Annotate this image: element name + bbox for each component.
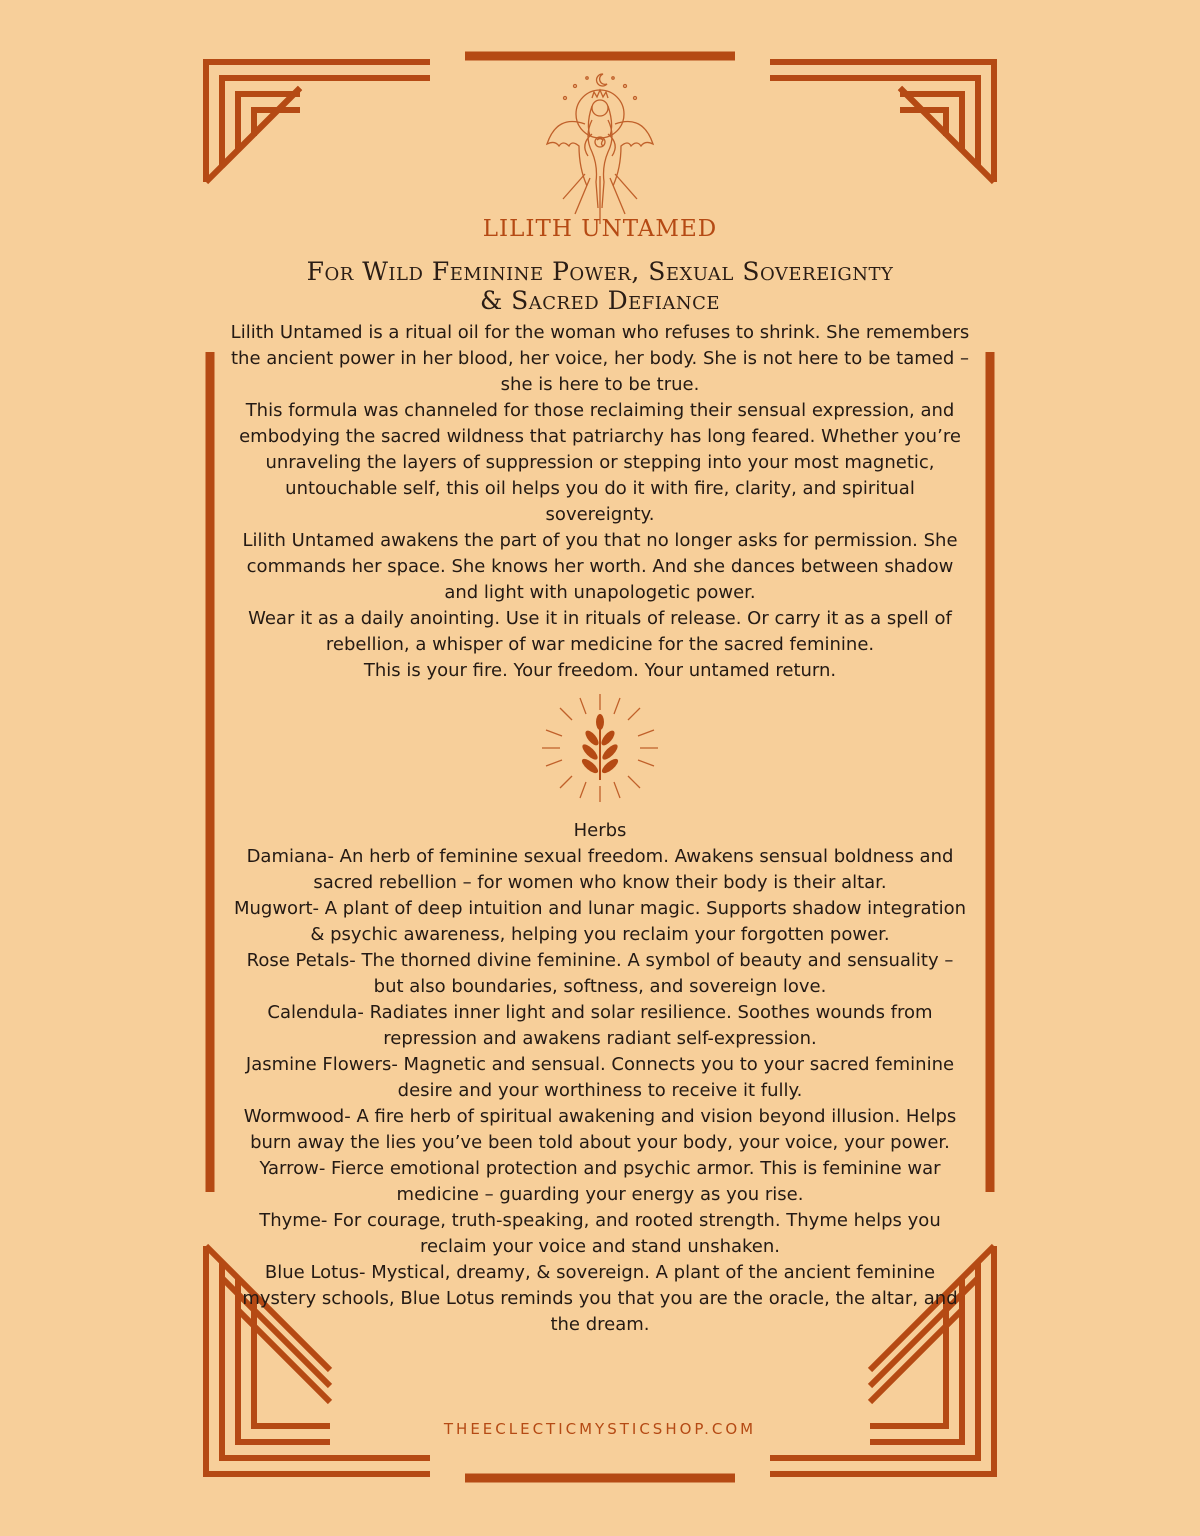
herb-entry: Blue Lotus- Mystical, dreamy, & sovereign. A plant of the ancient feminine mystery schools, Blue Lotus reminds you that you are the oracle, the altar, and the dream. bbox=[242, 1262, 958, 1335]
intro-paragraph: Lilith Untamed is a ritual oil for the woman who refuses to shrink. She remembers the ancient power in her blood, her voice, her body. She is not here to be tamed – she is here to be true. bbox=[230, 322, 970, 395]
herb-entry: Wormwood- A fire herb of spiritual awakening and vision beyond illusion. Helps burn away the lies you’ve been told about your body, your voice, your power. bbox=[243, 1106, 957, 1153]
intro-paragraph: Lilith Untamed awakens the part of you that no longer asks for permission. She commands her space. She knows her worth. And she dances between shadow and light with unapologetic power. bbox=[242, 530, 958, 603]
product-subtitle bbox=[200, 257, 1000, 315]
intro-paragraph: Wear it as a daily anointing. Use it in rituals of release. Or carry it as a spell of rebellion, a whisper of war medicine for the sacred feminine. bbox=[248, 608, 952, 655]
subtitle-line-1: For Wild Feminine Power, Sexual Sovereignty bbox=[306, 257, 894, 286]
website-link[interactable]: THEECLECTICMYSTICSHOP.COM bbox=[443, 1420, 757, 1438]
top-left-corner-ornament bbox=[206, 62, 430, 182]
herb-entry: Rose Petals- The thorned divine feminine. A symbol of beauty and sensuality – but also boundaries, softness, and sovereign love. bbox=[246, 950, 954, 997]
herb-entry: Damiana- An herb of feminine sexual freedom. Awakens sensual boldness and sacred rebellion – for women who know their body is their altar. bbox=[246, 846, 954, 893]
top-right-corner-ornament bbox=[770, 62, 994, 182]
intro-paragraph: This formula was channeled for those reclaiming their sensual expression, and embodying the sacred wildness that patriarchy has long feared. Whether you’re unraveling the layers of suppression or stepping into your most magnetic, untouchable self, this oil helps you do it with fire, clarity, and spiritual sovereignty. bbox=[239, 400, 961, 525]
herb-entry: Calendula- Radiates inner light and solar resilience. Soothes wounds from repression and awakens radiant self-expression. bbox=[267, 1002, 933, 1049]
herbs-heading: Herbs bbox=[573, 820, 627, 841]
intro-paragraph: This is your fire. Your freedom. Your untamed return. bbox=[363, 660, 837, 681]
herb-entry: Mugwort- A plant of deep intuition and lunar magic. Supports shadow integration & psychic awareness, helping you reclaim your forgotten power. bbox=[233, 898, 967, 945]
brand-title: LILITH UNTAMED bbox=[482, 216, 718, 242]
herb-entry: Yarrow- Fierce emotional protection and psychic armor. This is feminine war medicine – guarding your energy as you rise. bbox=[259, 1158, 941, 1205]
subtitle-line-2: & Sacred Defiance bbox=[479, 286, 721, 315]
herb-entry: Thyme- For courage, truth-speaking, and rooted strength. Thyme helps you reclaim your voice and stand unshaken. bbox=[259, 1210, 941, 1257]
leaf-sprig-icon bbox=[530, 688, 670, 808]
herb-entry: Jasmine Flowers- Magnetic and sensual. Connects you to your sacred feminine desire and your worthiness to receive it fully. bbox=[245, 1054, 955, 1101]
lilith-goddess-emblem bbox=[535, 64, 665, 229]
intro-text bbox=[230, 320, 970, 684]
herbs-section bbox=[230, 818, 970, 1338]
